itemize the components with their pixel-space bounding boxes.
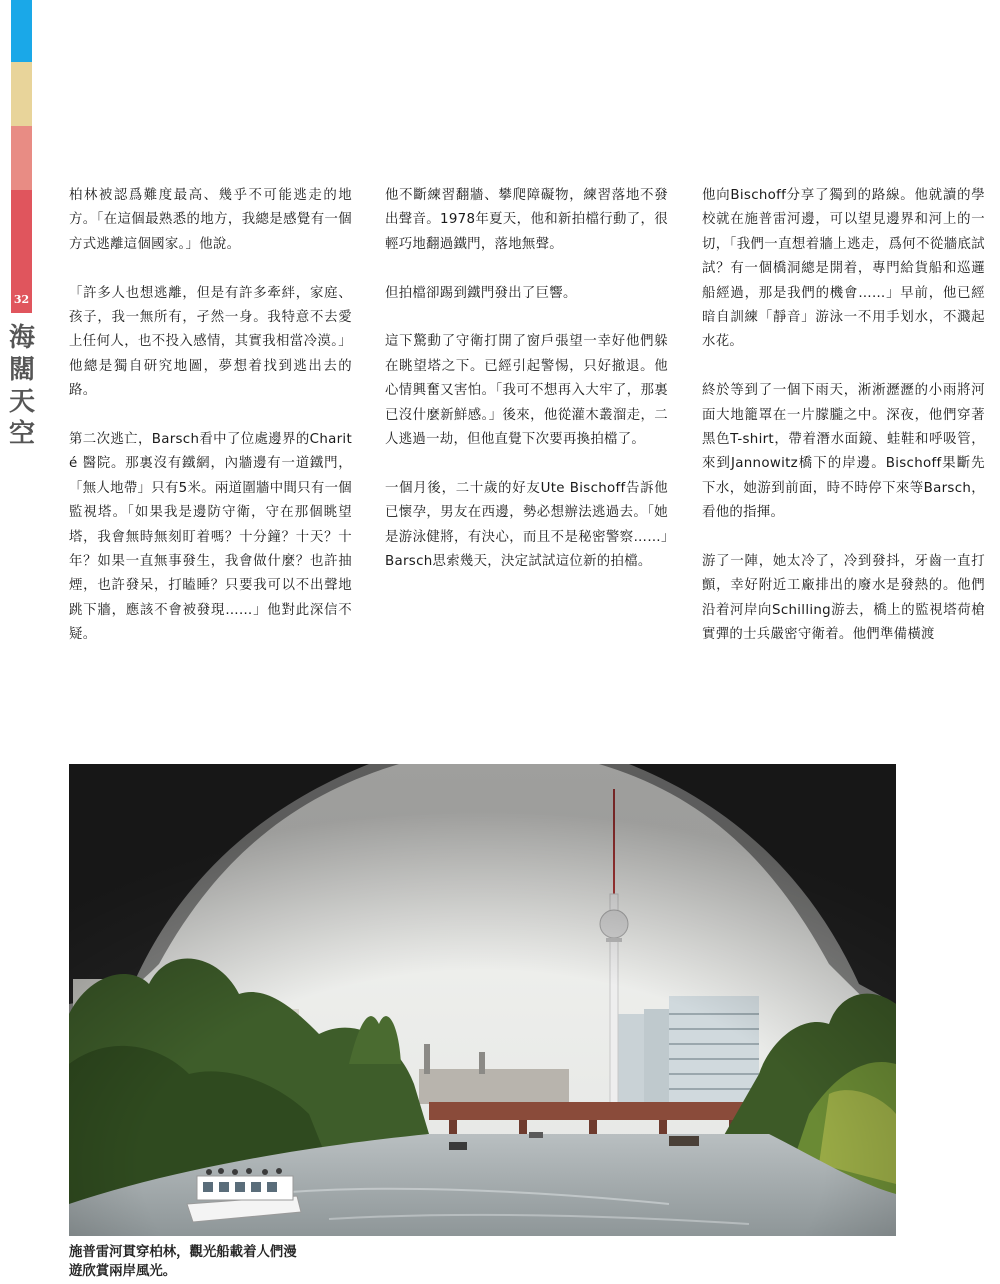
paragraph: 游了一陣，她太冷了，冷到發抖，牙齒一直打顫，幸好附近工廠排出的廢水是發熱的。他們沿着河岸向Schilling游去，橋上的監視塔荷槍實彈的士兵嚴密守衛着。他們準備橫渡: [702, 554, 985, 643]
paragraph: 這下驚動了守衛打開了窗戶張望一幸好他們躲在眺望塔之下。已經引起警惕，只好撤退。他心情興奮又害怕。「我可不想再入大牢了，那裏已沒什麼新鮮感。」後來，他從灌木叢溜走，二人逃過一劫，但他直覺下次要再換拍檔了。: [385, 334, 668, 448]
paragraph: 他向Bischoff分享了獨到的路線。他就讀的學校就在施普雷河邊，可以望見邊界和河上的一切，「我們一直想着牆上逃走，爲何不從牆底試試？有一個橋洞總是開着，專門給貨船和巡邏船經過，那是我們的機會……」早前，他已經暗自訓練「靜音」游泳一不用手划水，不濺起水花。: [702, 188, 985, 350]
photo-caption: 施普雷河貫穿柏林，觀光船載着人們漫遊欣賞兩岸風光。: [69, 1245, 297, 1279]
river-photo-illustration: [69, 764, 896, 1236]
paragraph: 但拍檔卻踢到鐵門發出了巨響。: [385, 285, 577, 301]
paragraph: 一個月後，二十歲的好友Ute Bischoff告訴他已懷孕，男友在西邊，勢必想辦法逃過去。「她是游泳健將，有決心，而且不是秘密警察……」Barsch思索幾天，決定試試這位新的拍檔。: [385, 480, 668, 570]
color-strip-salmon: [11, 126, 32, 190]
article-column-1: [69, 184, 352, 672]
paragraph: 「許多人也想逃離，但是有許多牽絆，家庭、孩子，我一無所有，孑然一身。我特意不去愛上任何人，也不投入感情，其實我相當冷漠。」他總是獨自研究地圖，夢想着找到逃出去的路。: [69, 285, 352, 399]
article-column-2: [385, 184, 668, 599]
section-title: [9, 322, 35, 450]
section-title-char: 海: [9, 323, 36, 353]
river-photo: [69, 764, 896, 1236]
article-column-3: [702, 184, 985, 672]
color-strip-tan: [11, 62, 32, 126]
paragraph: 終於等到了一個下雨天，淅淅瀝瀝的小雨將河面大地籠罩在一片朦朧之中。深夜，他們穿著黑色T-shirt，帶着潛水面鏡、蛙鞋和呼吸管，來到Jannowitz橋下的岸邊。Bischoff果斷先下水，她游到前面，時不時停下來等Barsch，看他的指揮。: [702, 383, 985, 521]
paragraph: 柏林被認爲難度最高、幾乎不可能逃走的地方。「在這個最熟悉的地方，我總是感覺有一個方式逃離這個國家。」他說。: [69, 188, 352, 252]
page-number: 32: [13, 293, 30, 306]
paragraph: 他不斷練習翻牆、攀爬障礙物，練習落地不發出聲音。1978年夏天，他和新拍檔行動了，很輕巧地翻過鐵門，落地無聲。: [385, 188, 668, 252]
section-title-char: 闊: [9, 355, 36, 385]
section-title-char: 空: [9, 419, 36, 449]
paragraph: 第二次逃亡，Barsch看中了位處邊界的Charit é 醫院。那裏沒有鐵網，內牆邊有一道鐵門，「無人地帶」只有5米。兩道圍牆中間只有一個監視塔。「如果我是邊防守衛，守在那個眺望塔，我會無時無刻盯着嗎？十分鐘？十天？十年？如果一直無事發生，我會做什麼？也許抽煙，也許發呆，打瞌睡？只要我可以不出聲地跳下牆，應該不會被發現……」他對此深信不疑。: [69, 432, 352, 643]
color-strip-blue: [11, 0, 32, 62]
section-title-char: 天: [9, 387, 36, 417]
